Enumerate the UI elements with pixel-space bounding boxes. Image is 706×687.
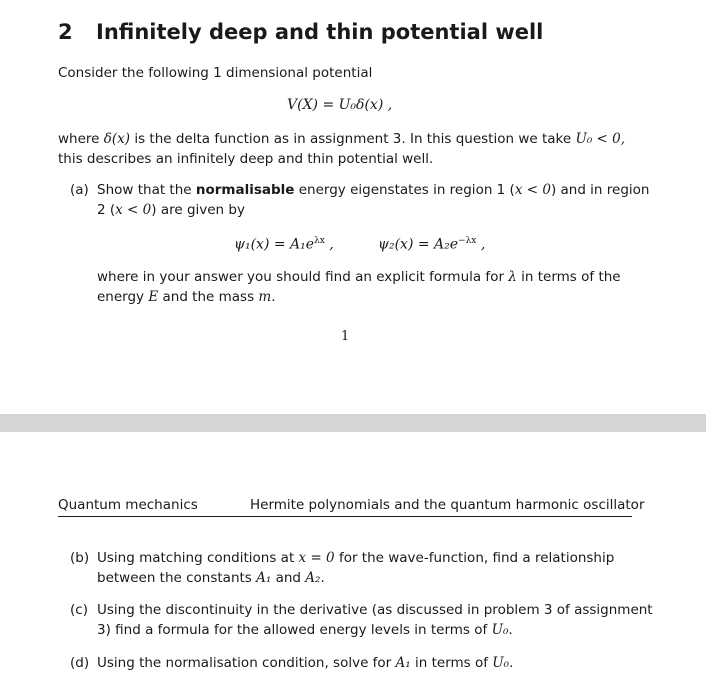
where-text-2: is the delta function as in assignment 3. In this question we take xyxy=(130,131,576,147)
psi1-end: , xyxy=(324,236,334,253)
where-text-1: where xyxy=(58,131,104,147)
part-d-label: (d) xyxy=(70,655,90,671)
energy-symbol: E xyxy=(148,289,159,305)
running-header-left: Quantum mechanics xyxy=(58,497,198,513)
part-a-line-3 xyxy=(97,267,633,287)
part-b-label: (b) xyxy=(70,550,90,566)
running-header-right: Hermite polynomials and the quantum harmonic oscillator xyxy=(250,497,645,513)
part-a-text: Show that the xyxy=(97,182,196,198)
constant-a1: A₁ xyxy=(256,570,272,586)
section-title: Infinitely deep and thin potential well xyxy=(96,20,544,44)
part-b-text: between the constants xyxy=(97,570,257,586)
u0-symbol: U₀ xyxy=(491,622,509,638)
part-d-text: Using the normalisation condition, solve for xyxy=(97,655,396,671)
psi2-body: ψ₂(x) = A₂e xyxy=(378,236,459,253)
part-c-line-2 xyxy=(97,620,513,640)
part-a-text: where in your answer you should find an explicit formula for xyxy=(97,269,509,285)
part-a-text: ) are given by xyxy=(151,202,245,218)
psi2-equation xyxy=(378,236,485,253)
potential-condition: U₀ < 0, xyxy=(575,131,626,147)
part-b-text: for the wave-function, find a relationship xyxy=(334,550,615,566)
part-c-text: . xyxy=(508,622,513,638)
header-rule xyxy=(58,516,632,517)
psi1-exponent: λx xyxy=(314,236,325,246)
psi1-equation xyxy=(234,236,334,253)
section-number: 2 xyxy=(58,20,73,44)
part-b-text: and xyxy=(271,570,306,586)
page-divider xyxy=(0,414,706,432)
region-2-condition: x < 0 xyxy=(115,202,152,218)
part-b-line-1 xyxy=(97,548,614,568)
part-d-text: . xyxy=(509,655,514,671)
where-line-1 xyxy=(58,129,625,149)
part-a-line-2 xyxy=(97,200,245,220)
delta-function: δ(x) xyxy=(103,131,131,147)
part-a-text: and the mass xyxy=(158,289,259,305)
part-b-text: . xyxy=(320,570,325,586)
part-c-label: (c) xyxy=(70,602,88,618)
part-a-text: energy xyxy=(97,289,149,305)
part-b-line-2 xyxy=(97,568,325,588)
part-a-label: (a) xyxy=(70,182,89,198)
intro-text: Consider the following 1 dimensional potential xyxy=(58,65,373,81)
part-a-text: in terms of the xyxy=(516,269,621,285)
where-line-2: this describes an infinitely deep and thin potential well. xyxy=(58,151,434,167)
page-number: 1 xyxy=(341,329,350,344)
part-a-line-1 xyxy=(97,180,649,200)
part-a-text: energy eigenstates in region 1 ( xyxy=(294,182,515,198)
part-a-text: 2 ( xyxy=(97,202,116,218)
part-a-text: ) and in region xyxy=(550,182,650,198)
part-a-bold-word: normalisable xyxy=(195,182,295,198)
region-1-condition: x < 0 xyxy=(514,182,551,198)
mass-symbol: m xyxy=(258,289,272,305)
u0-symbol: U₀ xyxy=(492,655,510,671)
psi2-end: , xyxy=(476,236,486,253)
potential-equation: V(X) = U₀δ(x) , xyxy=(287,97,393,113)
constant-a1: A₁ xyxy=(395,655,411,671)
part-c-text: 3) find a formula for the allowed energy levels in terms of xyxy=(97,622,492,638)
matching-point: x = 0 xyxy=(298,550,335,566)
constant-a2: A₂ xyxy=(305,570,321,586)
part-d-line-1 xyxy=(97,653,513,673)
part-a-text: . xyxy=(271,289,276,305)
psi2-exponent: −λx xyxy=(458,236,477,246)
part-b-text: Using matching conditions at xyxy=(97,550,299,566)
part-d-text: in terms of xyxy=(410,655,493,671)
lambda-symbol: λ xyxy=(508,269,517,285)
psi1-body: ψ₁(x) = A₁e xyxy=(234,236,315,253)
part-c-line-1: Using the discontinuity in the derivative (as discussed in problem 3 of assignment xyxy=(97,602,653,618)
part-a-line-4 xyxy=(97,287,276,307)
